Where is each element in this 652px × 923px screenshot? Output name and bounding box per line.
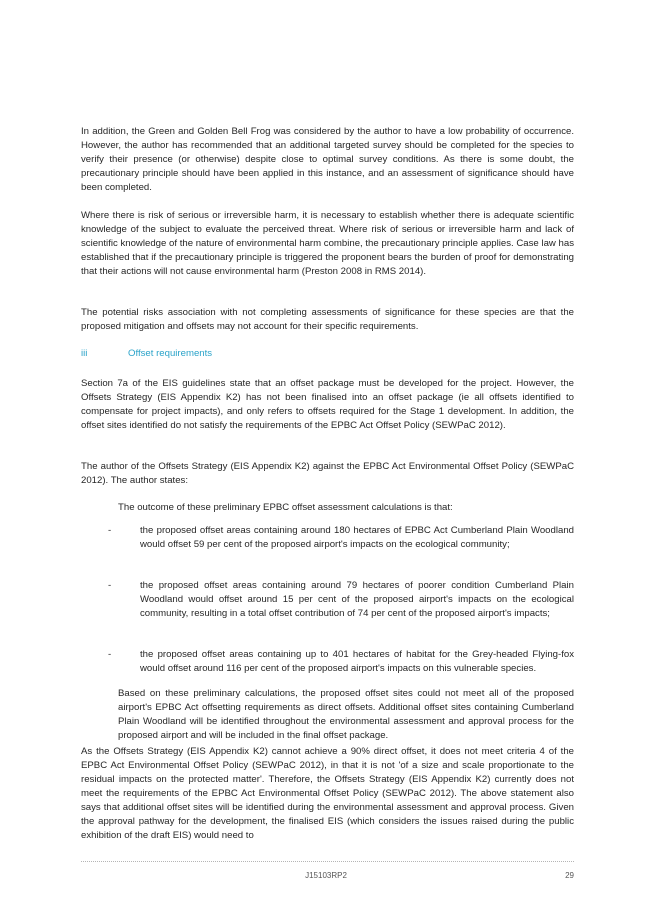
bullet-marker: - [108,525,112,536]
footer-document-code: J15103RP2 [305,871,347,880]
quote-closing: Based on these preliminary calculations, the proposed offset sites could not meet all of the proposed airport's EPBC Act offsetting requirements as direct offsets. Additional offset sites containing Cumberland Plain Woodland will be identified throughout the environmental assessment and approval process for the proposed airport and will be included in the final offset package. [118,688,574,741]
footer-divider [81,861,574,862]
section-title: Offset requirements [128,348,213,359]
bullet-text: the proposed offset areas containing around 180 hectares of EPBC Act Cumberland Plain Woodland would offset 59 per cent of the proposed airport's impacts on the ecological community; [140,525,574,550]
page-number: 29 [565,871,574,880]
paragraph-potential-risks: The potential risks association with not completing assessments of significance for these species are that the proposed mitigation and offsets may not account for their specific requirements. [81,307,574,332]
bullet-marker: - [108,580,112,591]
bullet-marker: - [108,649,112,660]
paragraph-offsets-strategy-criteria: As the Offsets Strategy (EIS Appendix K2) cannot achieve a 90% direct offset, it does not meet criteria 4 of the EPBC Act Environmental Offset Policy (SEWPaC 2012), in that it is not 'of a size and scale proportionate to the residual impacts on the protected matter'. Therefore, the Offsets Strategy (EIS Appendix K2) currently does not meet the requirements of the EPBC Act Environmental Offset Policy (SEWPaC 2012). The above statement also says that additional offset sites will be identified during the environmental assessment and approval process. Given the approval pathway for the development, the finalised EIS (which considers the issues raised during the public exhibition of the draft EIS) would need to [81,746,574,841]
bullet-text: the proposed offset areas containing around 79 hectares of poorer condition Cumberland Plain Woodland would offset around 15 per cent of the proposed airport's impacts on the ecological community, resulting in a total offset contribution of 74 per cent of the proposed airport's impacts; [140,580,574,619]
paragraph-bell-frog: In addition, the Green and Golden Bell Frog was considered by the author to have a low probability of occurrence. However, the author has recommended that an additional targeted survey should be completed for the species to verify their presence (or otherwise) despite close to optimal survey conditions. As there is some doubt, the precautionary principle should have been applied in this instance, and an assessment of significance should have been completed. [81,126,574,193]
paragraph-section-7a: Section 7a of the EIS guidelines state that an offset package must be developed for the project. However, the Offsets Strategy (EIS Appendix K2) has not been finalised into an offset package (ie all offsets identified to compensate for project impacts), and only refers to offsets required for the Stage 1 development. In addition, the offset sites identified do not satisfy the requirements of the EPBC Act Offset Policy (SEWPaC 2012). [81,378,574,431]
paragraph-precautionary-principle: Where there is risk of serious or irreversible harm, it is necessary to establish whether there is adequate scientific knowledge of the subject to evaluate the perceived threat. Where risk of serious or irreversible harm and lack of scientific knowledge of the nature of environmental harm combine, the precautionary principle applies. Case law has established that if the precautionary principle is triggered the proponent bears the burden of proof for demonstrating that their actions will not cause environmental harm (Preston 2008 in RMS 2014). [81,210,574,277]
section-heading [81,347,574,361]
paragraph-author-states: The author of the Offsets Strategy (EIS Appendix K2) against the EPBC Act Environmental Offset Policy (SEWPaC 2012). The author states: [81,461,574,486]
bullet-text: the proposed offset areas containing up to 401 hectares of habitat for the Grey-headed Flying-fox would offset around 116 per cent of the proposed airport's impacts on this vulnerable species. [140,649,574,674]
quote-intro: The outcome of these preliminary EPBC offset assessment calculations is that: [118,502,453,513]
section-number: iii [81,348,88,359]
